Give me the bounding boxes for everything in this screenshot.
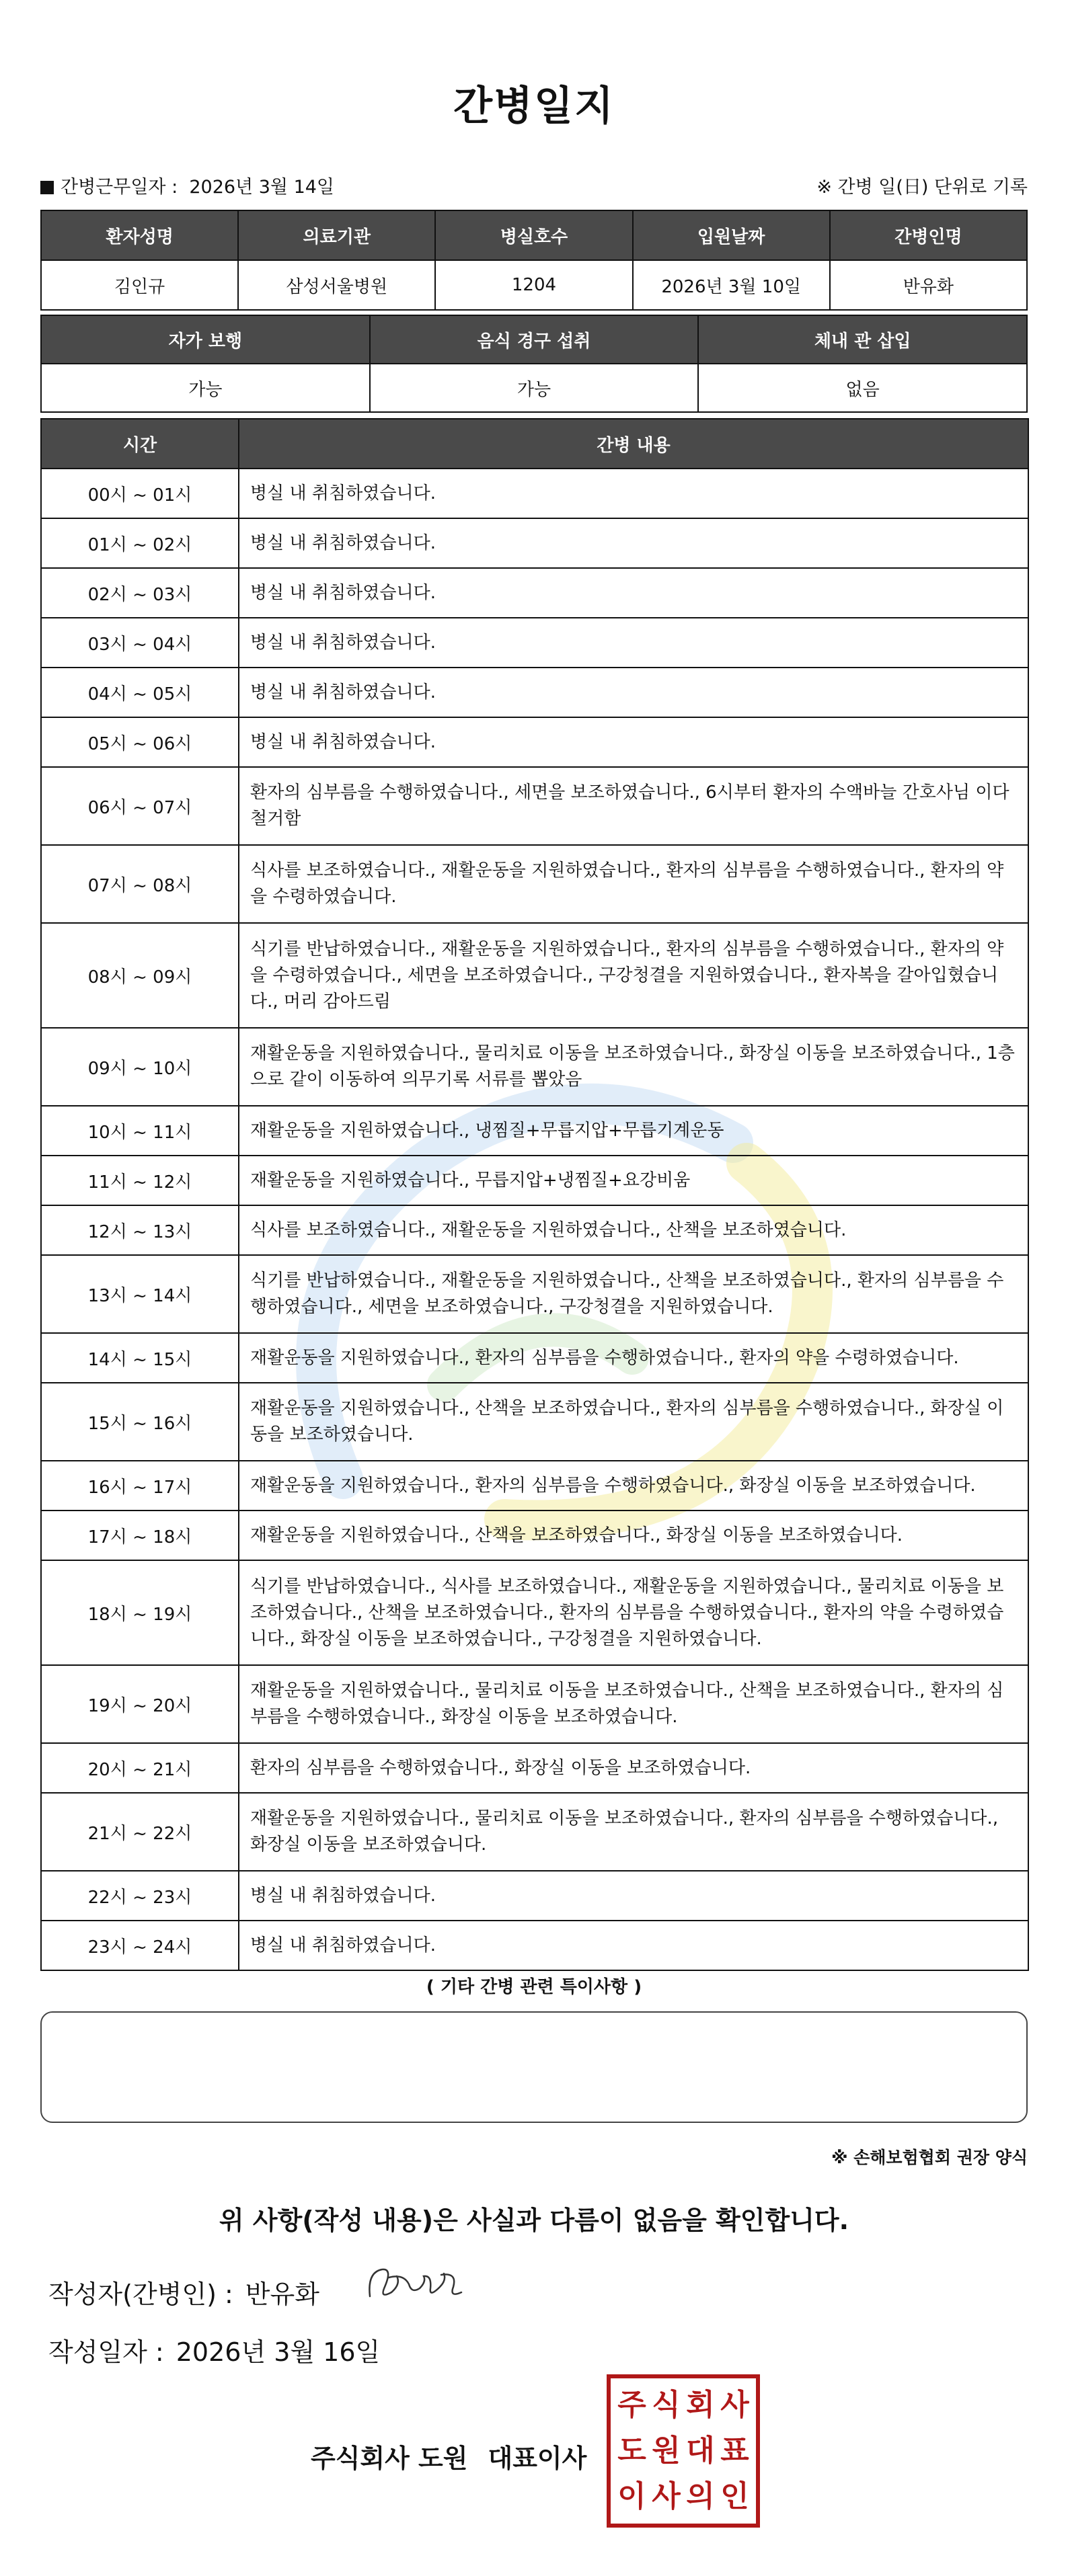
time-cell: 16시 ~ 17시 xyxy=(41,1461,239,1511)
header-hospital: 의료기관 xyxy=(238,210,435,260)
seal-glyph: 이 xyxy=(617,2479,646,2513)
table-row xyxy=(41,1156,1028,1205)
time-cell: 02시 ~ 03시 xyxy=(41,568,239,618)
content-cell: 병실 내 취침하였습니다. xyxy=(239,568,1028,618)
seal-glyph: 원 xyxy=(652,2433,681,2468)
header-oral-intake: 음식 경구 섭취 xyxy=(370,315,699,364)
self-walking-value: 가능 xyxy=(41,364,370,412)
table-row xyxy=(41,618,1028,668)
time-cell: 03시 ~ 04시 xyxy=(41,618,239,668)
patient-info-header-row xyxy=(41,210,1027,260)
work-date xyxy=(40,172,334,198)
header-caregiver-name: 간병인명 xyxy=(830,210,1027,260)
hospital-name: 삼성서울병원 xyxy=(238,260,435,310)
oral-intake-value: 가능 xyxy=(370,364,699,412)
company-name: 주식회사 도원 xyxy=(311,2444,468,2473)
header-patient-name: 환자성명 xyxy=(41,210,238,260)
form-source-note: ※ 손해보험협회 권장 양식 xyxy=(831,2148,1028,2167)
content-cell: 병실 내 취침하였습니다. xyxy=(239,469,1028,518)
content-cell: 병실 내 취침하였습니다. xyxy=(239,1871,1028,1921)
care-log-table xyxy=(40,418,1029,1971)
patient-info-value-row xyxy=(41,260,1027,310)
patient-status-table xyxy=(40,315,1028,413)
seal-glyph: 식 xyxy=(652,2388,681,2422)
caregiver-name: 반유화 xyxy=(830,260,1027,310)
company-ceo-title: 대표이사 xyxy=(488,2444,587,2473)
table-row xyxy=(41,1665,1028,1743)
content-cell: 재활운동을 지원하였습니다., 물리치료 이동을 보조하였습니다., 산책을 보조하였습니다., 환자의 심부름을 수행하였습니다., 화장실 이동을 보조하였습니다. xyxy=(239,1665,1028,1743)
content-cell: 식사를 보조하였습니다., 재활운동을 지원하였습니다., 산책을 보조하였습니다. xyxy=(239,1205,1028,1255)
table-row xyxy=(41,568,1028,618)
time-cell: 04시 ~ 05시 xyxy=(41,668,239,717)
content-cell: 식기를 반납하였습니다., 재활운동을 지원하였습니다., 환자의 심부름을 수행하였습니다., 환자의 약을 수령하였습니다., 세면을 보조하였습니다., 구강청결을 지원하였습니다., 환자복을 갈아입혔습니다., 머리 감아드림 xyxy=(239,923,1028,1028)
seal-glyph: 회 xyxy=(686,2388,715,2422)
content-cell: 재활운동을 지원하였습니다., 물리치료 이동을 보조하였습니다., 화장실 이동을 보조하였습니다., 1층으로 같이 이동하여 의무기록 서류를 뽑았음 xyxy=(239,1028,1028,1106)
time-cell: 10시 ~ 11시 xyxy=(41,1106,239,1156)
time-cell: 11시 ~ 12시 xyxy=(41,1156,239,1205)
work-date-label: 간병근무일자 : xyxy=(61,177,178,198)
square-bullet-icon xyxy=(40,181,54,194)
writer-name: 반유화 xyxy=(245,2280,319,2309)
written-date-label: 작성일자 : xyxy=(48,2337,164,2367)
table-row xyxy=(41,717,1028,767)
seal-glyph: 사 xyxy=(652,2479,681,2513)
content-cell: 재활운동을 지원하였습니다., 산책을 보조하였습니다., 환자의 심부름을 수행하였습니다., 화장실 이동을 보조하였습니다. xyxy=(239,1383,1028,1461)
written-date-value: 2026년 3월 16일 xyxy=(176,2337,381,2367)
table-row xyxy=(41,923,1028,1028)
company-seal xyxy=(607,2374,760,2528)
care-log-header-row xyxy=(41,419,1028,469)
table-row xyxy=(41,1255,1028,1333)
content-cell: 병실 내 취침하였습니다. xyxy=(239,1921,1028,1970)
time-cell: 23시 ~ 24시 xyxy=(41,1921,239,1970)
table-row xyxy=(41,1743,1028,1793)
header-self-walking: 자가 보행 xyxy=(41,315,370,364)
table-row xyxy=(41,518,1028,568)
time-cell: 21시 ~ 22시 xyxy=(41,1793,239,1871)
time-cell: 13시 ~ 14시 xyxy=(41,1255,239,1333)
content-cell: 병실 내 취침하였습니다. xyxy=(239,618,1028,668)
table-row xyxy=(41,1461,1028,1511)
seal-glyph: 인 xyxy=(720,2479,749,2513)
seal-glyph: 주 xyxy=(617,2388,646,2422)
seal-glyph: 사 xyxy=(720,2388,749,2422)
header-tube-insertion: 체내 관 삽입 xyxy=(698,315,1027,364)
table-row xyxy=(41,1921,1028,1970)
tube-insertion-value: 없음 xyxy=(698,364,1027,412)
time-cell: 12시 ~ 13시 xyxy=(41,1205,239,1255)
remarks-box xyxy=(40,2011,1028,2123)
content-cell: 병실 내 취침하였습니다. xyxy=(239,518,1028,568)
record-unit-note: ※ 간병 일(日) 단위로 기록 xyxy=(816,177,1028,198)
table-row xyxy=(41,1383,1028,1461)
content-cell: 병실 내 취침하였습니다. xyxy=(239,717,1028,767)
room-number: 1204 xyxy=(435,260,632,310)
time-cell: 07시 ~ 08시 xyxy=(41,845,239,923)
patient-status-header-row xyxy=(41,315,1027,364)
patient-status-value-row xyxy=(41,364,1027,412)
seal-glyph: 의 xyxy=(686,2479,715,2513)
content-cell: 재활운동을 지원하였습니다., 무릅지압+냉찜질+요강비움 xyxy=(239,1156,1028,1205)
content-cell: 환자의 심부름을 수행하였습니다., 세면을 보조하였습니다., 6시부터 환자의 수액바늘 간호사님 이다 철거함 xyxy=(239,767,1028,845)
confirmation-statement: 위 사항(작성 내용)은 사실과 다름이 없음을 확인합니다. xyxy=(219,2206,849,2235)
writer-label: 작성자(간병인) : xyxy=(48,2280,233,2309)
table-row xyxy=(41,469,1028,518)
table-row xyxy=(41,1333,1028,1383)
content-cell: 재활운동을 지원하였습니다., 산책을 보조하였습니다., 화장실 이동을 보조하였습니다. xyxy=(239,1511,1028,1560)
header-care-content: 간병 내용 xyxy=(239,419,1028,469)
work-date-value: 2026년 3월 14일 xyxy=(189,177,335,198)
time-cell: 17시 ~ 18시 xyxy=(41,1511,239,1560)
time-cell: 20시 ~ 21시 xyxy=(41,1743,239,1793)
table-row xyxy=(41,1511,1028,1560)
table-row xyxy=(41,1871,1028,1921)
time-cell: 06시 ~ 07시 xyxy=(41,767,239,845)
time-cell: 15시 ~ 16시 xyxy=(41,1383,239,1461)
header-admission-date: 입원날짜 xyxy=(633,210,830,260)
table-row xyxy=(41,1560,1028,1665)
time-cell: 19시 ~ 20시 xyxy=(41,1665,239,1743)
time-cell: 09시 ~ 10시 xyxy=(41,1028,239,1106)
content-cell: 재활운동을 지원하였습니다., 물리치료 이동을 보조하였습니다., 환자의 심부름을 수행하였습니다., 화장실 이동을 보조하였습니다. xyxy=(239,1793,1028,1871)
table-row xyxy=(41,1106,1028,1156)
content-cell: 식사를 보조하였습니다., 재활운동을 지원하였습니다., 환자의 심부름을 수행하였습니다., 환자의 약을 수령하였습니다. xyxy=(239,845,1028,923)
table-row xyxy=(41,1793,1028,1871)
content-cell: 재활운동을 지원하였습니다., 환자의 심부름을 수행하였습니다., 화장실 이동을 보조하였습니다. xyxy=(239,1461,1028,1511)
writer-line xyxy=(48,2273,319,2310)
remarks-title: ( 기타 간병 관련 특이사항 ) xyxy=(426,1977,642,1997)
seal-glyph: 표 xyxy=(720,2433,749,2468)
time-cell: 14시 ~ 15시 xyxy=(41,1333,239,1383)
time-cell: 18시 ~ 19시 xyxy=(41,1560,239,1665)
time-cell: 08시 ~ 09시 xyxy=(41,923,239,1028)
patient-name: 김인규 xyxy=(41,260,238,310)
patient-info-table xyxy=(40,210,1028,311)
time-cell: 00시 ~ 01시 xyxy=(41,469,239,518)
table-row xyxy=(41,1205,1028,1255)
header-room-number: 병실호수 xyxy=(435,210,632,260)
header-time: 시간 xyxy=(41,419,239,469)
content-cell: 식기를 반납하였습니다., 식사를 보조하였습니다., 재활운동을 지원하였습니다., 물리치료 이동을 보조하였습니다., 산책을 보조하였습니다., 환자의 심부름을 수행하였습니다., 환자의 약을 수령하였습니다., 화장실 이동을 보조하였습니다., 구강청결을 지원하였습니다. xyxy=(239,1560,1028,1665)
time-cell: 05시 ~ 06시 xyxy=(41,717,239,767)
table-row xyxy=(41,767,1028,845)
admission-date: 2026년 3월 10일 xyxy=(633,260,830,310)
content-cell: 재활운동을 지원하였습니다., 환자의 심부름을 수행하였습니다., 환자의 약을 수령하였습니다. xyxy=(239,1333,1028,1383)
table-row xyxy=(41,1028,1028,1106)
table-row xyxy=(41,845,1028,923)
company-line xyxy=(311,2438,586,2474)
content-cell: 병실 내 취침하였습니다. xyxy=(239,668,1028,717)
table-row xyxy=(41,668,1028,717)
written-date-line xyxy=(48,2331,380,2368)
content-cell: 재활운동을 지원하였습니다., 냉찜질+무릅지압+무릅기계운동 xyxy=(239,1106,1028,1156)
time-cell: 01시 ~ 02시 xyxy=(41,518,239,568)
page-title: 간병일지 xyxy=(453,83,615,130)
seal-glyph: 대 xyxy=(686,2433,715,2468)
time-cell: 22시 ~ 23시 xyxy=(41,1871,239,1921)
content-cell: 환자의 심부름을 수행하였습니다., 화장실 이동을 보조하였습니다. xyxy=(239,1743,1028,1793)
seal-glyph: 도 xyxy=(617,2433,646,2468)
signature-image xyxy=(362,2257,469,2311)
content-cell: 식기를 반납하였습니다., 재활운동을 지원하였습니다., 산책을 보조하였습니다., 환자의 심부름을 수행하였습니다., 세면을 보조하였습니다., 구강청결을 지원하였습니다. xyxy=(239,1255,1028,1333)
